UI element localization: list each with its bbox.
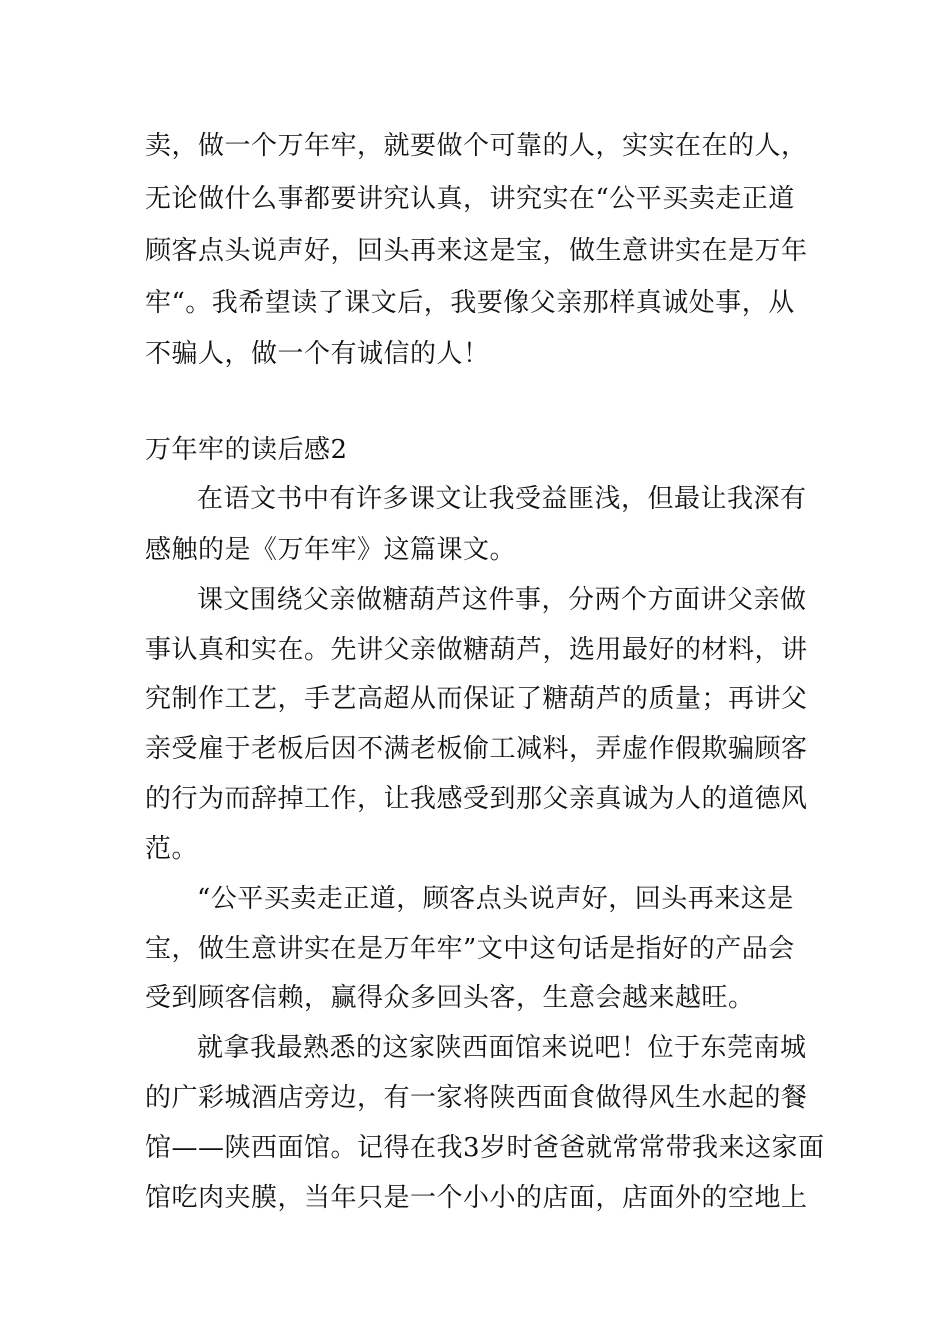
paragraph-line: 宝，做生意讲实在是万年牢”文中这句话是指好的产品会: [145, 934, 795, 964]
paragraph-line: 馆——陕西面馆。记得在我3岁时爸爸就常常带我来这家面: [145, 1133, 825, 1163]
paragraph-line: 牢“。我希望读了课文后，我要像父亲那样真诚处事，从: [145, 288, 795, 318]
paragraph-line: 卖，做一个万年牢，就要做个可靠的人，实实在在的人，: [145, 131, 808, 161]
paragraph-line: 在语文书中有许多课文让我受益匪浅，但最让我深有: [197, 484, 807, 514]
paragraph-line: 无论做什么事都要讲究认真，讲究实在“公平买卖走正道: [145, 184, 795, 214]
paragraph-line: 受到顾客信赖，赢得众多回头客，生意会越来越旺。: [145, 983, 755, 1013]
paragraph-line: 范。: [145, 834, 199, 864]
section-title: 万年牢的读后感2: [145, 435, 348, 465]
paragraph-line: 顾客点头说声好，回头再来这是宝，做生意讲实在是万年: [145, 236, 808, 266]
paragraph-line: 不骗人，做一个有诚信的人！: [145, 339, 490, 369]
paragraph-line: 事认真和实在。先讲父亲做糖葫芦，选用最好的材料，讲: [145, 635, 808, 665]
paragraph-line: 亲受雇于老板后因不满老板偷工减料，弄虚作假欺骗顾客: [145, 734, 808, 764]
paragraph-line: “公平买卖走正道，顾客点头说声好，回头再来这是: [197, 884, 794, 914]
paragraph-line: 馆吃肉夹膜，当年只是一个小小的店面，店面外的空地上: [145, 1183, 808, 1213]
paragraph-line: 的行为而辞掉工作，让我感受到那父亲真诚为人的道德风: [145, 784, 808, 814]
paragraph-line: 的广彩城酒店旁边，有一家将陕西面食做得风生水起的餐: [145, 1083, 808, 1113]
paragraph-line: 课文围绕父亲做糖葫芦这件事，分两个方面讲父亲做: [197, 585, 807, 615]
paragraph-line: 就拿我最熟悉的这家陕西面馆来说吧！位于东莞南城: [197, 1033, 807, 1063]
paragraph-line: 究制作工艺，手艺高超从而保证了糖葫芦的质量；再讲父: [145, 684, 808, 714]
paragraph-line: 感触的是《万年牢》这篇课文。: [145, 535, 517, 565]
